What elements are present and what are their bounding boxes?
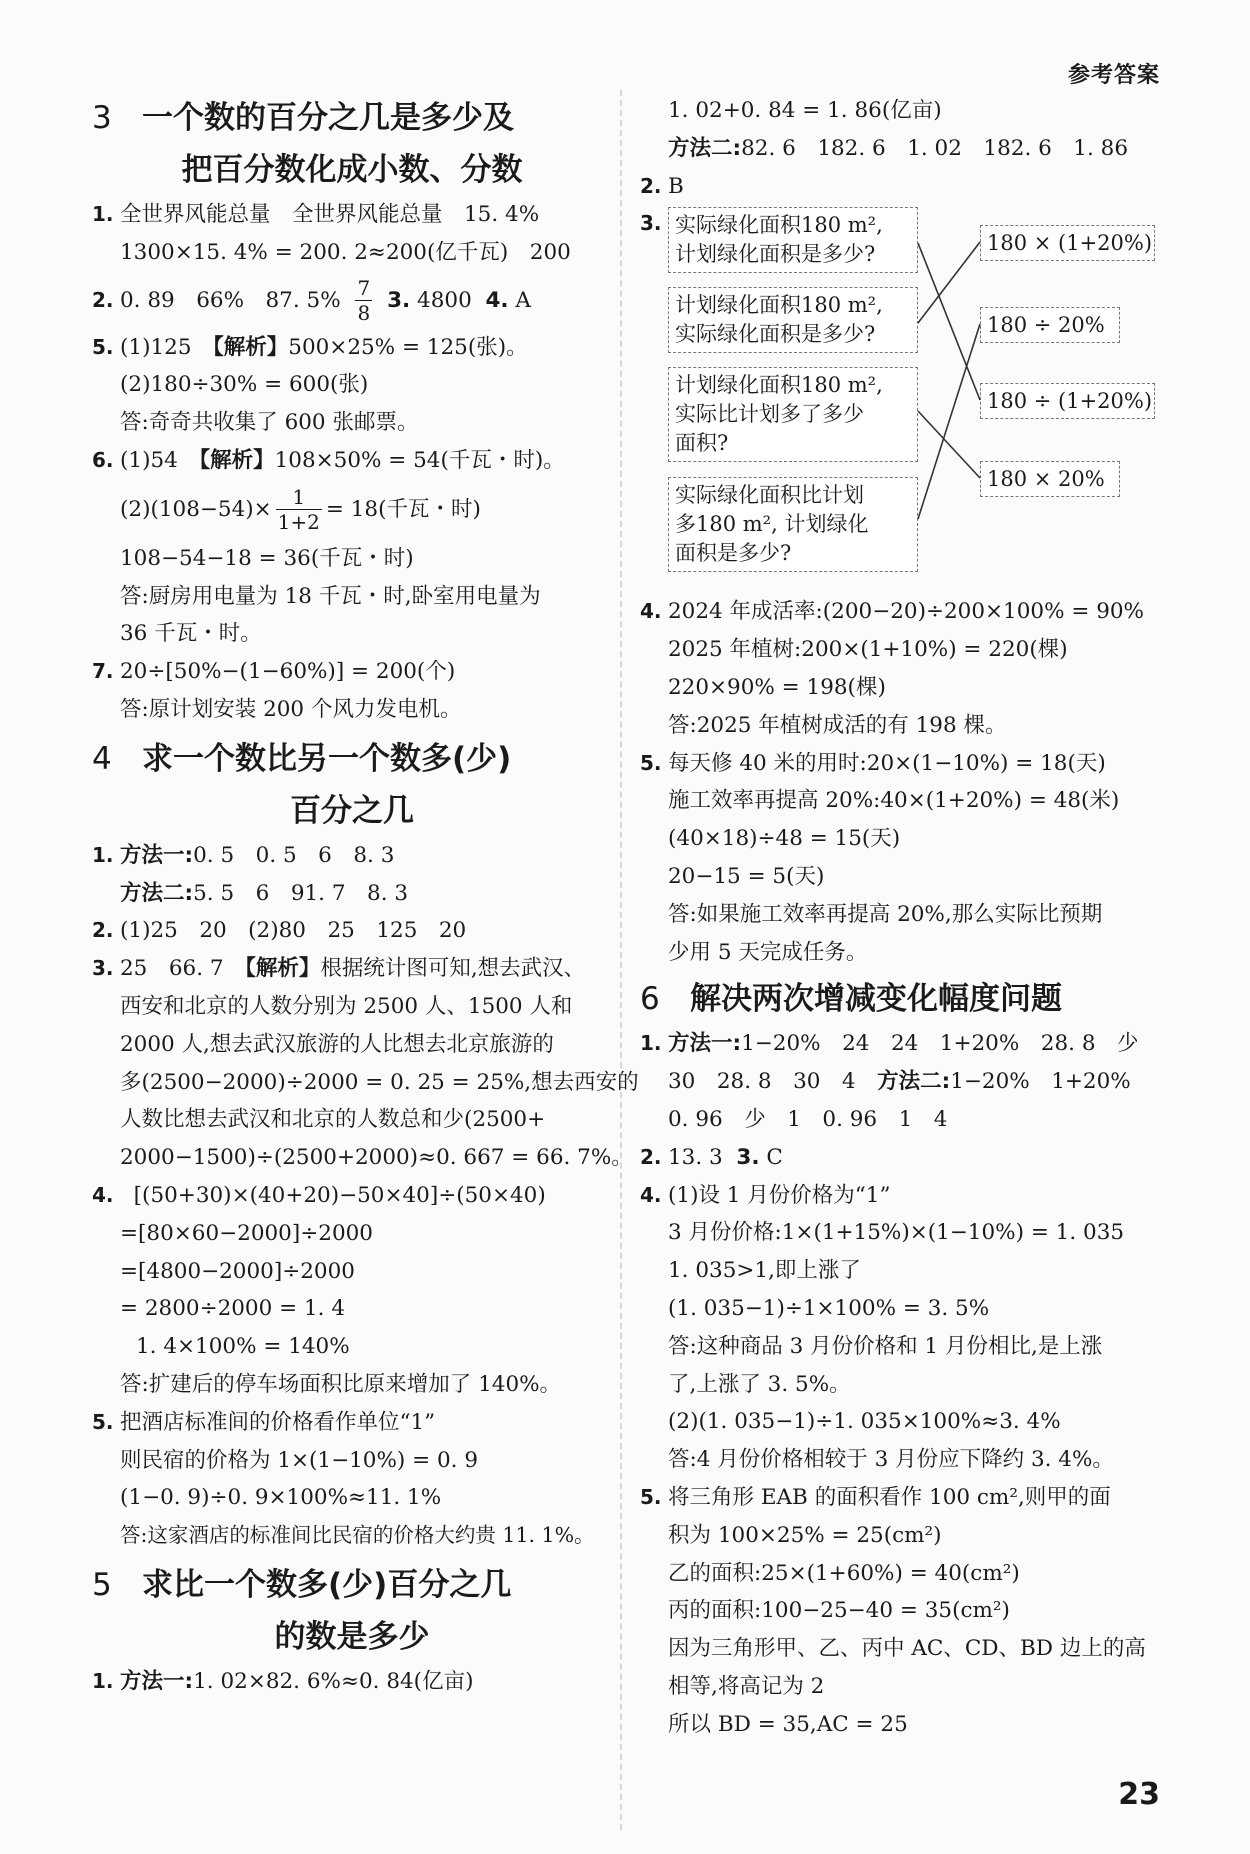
- s4-q1-line1: 1. 方法一:0. 5 0. 5 6 8. 3: [92, 842, 395, 868]
- section-5-title: 5 求比一个数多(少)百分之几: [92, 1566, 512, 1603]
- s4-q4-line5: 1. 4×100% = 140%: [136, 1334, 350, 1360]
- left-column: [92, 92, 639, 1701]
- s5-q4-line3: 220×90% = 198(棵): [668, 674, 886, 700]
- match-left-4: 实际绿化面积比计划 多180 m², 计划绿化 面积是多少?: [668, 477, 918, 572]
- match-right-4: 180 × 20%: [980, 461, 1120, 497]
- s3-q7-line1: 7. 20÷[50%−(1−60%)] = 200(个): [92, 659, 456, 685]
- s6-q4-line3: 1. 035>1,即上涨了: [668, 1258, 861, 1284]
- s6-q1-line1: 1. 方法一:1−20% 24 24 1+20% 28. 8 少: [640, 1031, 1139, 1057]
- s3-q6-line3: 108−54−18 = 36(千瓦・时): [120, 545, 414, 571]
- s4-q3-line5: 人数比想去武汉和北京的人数总和少(2500+: [120, 1107, 546, 1133]
- page-number: 23: [1118, 1777, 1160, 1812]
- s5-q1-line3: 方法二:82. 6 182. 6 1. 02 182. 6 1. 86: [668, 135, 1128, 161]
- s5-q5-line1: 5. 每天修 40 米的用时:20×(1−10%) = 18(天): [640, 750, 1106, 776]
- s6-q1-line3: 0. 96 少 1 0. 96 1 4: [668, 1106, 948, 1132]
- match-line-2: [918, 242, 980, 323]
- s4-q3-line1: 3. 25 66. 7 【解析】根据统计图可知,想去武汉、: [92, 956, 586, 982]
- match-left-1: 实际绿化面积180 m², 计划绿化面积是多少?: [668, 207, 918, 273]
- fraction-1-over-1plus2: $\frac{1}{1+2}$: [277, 485, 320, 535]
- section-4-title: 4 求一个数比另一个数多(少): [92, 740, 512, 777]
- s6-q1-line2: 30 28. 8 30 4 方法二:1−20% 1+20%: [668, 1069, 1131, 1095]
- s6-q5-line6: 相等,将高记为 2: [668, 1673, 825, 1699]
- s5-q2: 2. B: [640, 173, 684, 199]
- match-left-2: 计划绿化面积180 m², 实际绿化面积是多少?: [668, 287, 918, 353]
- s4-q3-line6: 2000−1500)÷(2500+2000)≈0. 667 = 66. 7%。: [120, 1145, 633, 1171]
- s6-q5-line2: 积为 100×25% = 25(cm²): [668, 1522, 942, 1548]
- s5-q4-line1: 4. 2024 年成活率:(200−20)÷200×100% = 90%: [640, 599, 1144, 625]
- match-right-2: 180 ÷ 20%: [980, 307, 1120, 343]
- s3-q6-line1: 6. (1)54 【解析】108×50% = 54(千瓦・时)。: [92, 447, 565, 473]
- match-line-1: [918, 243, 980, 400]
- s6-q4-line7: (2)(1. 035−1)÷1. 035×100%≈3. 4%: [668, 1409, 1061, 1435]
- s6-q4-line5: 答:这种商品 3 月份价格和 1 月份相比,是上涨: [668, 1333, 1103, 1359]
- s3-q6-line2: (2)(108−54)× $\frac{1}{1+2}$ = 18(千瓦・时): [120, 485, 481, 535]
- s6-q5-line3: 乙的面积:25×(1+60%) = 40(cm²): [668, 1560, 1020, 1586]
- s5-q5-line4: 20−15 = 5(天): [668, 863, 825, 889]
- s3-q6-line5: 36 千瓦・时。: [120, 621, 262, 647]
- s4-q4-line2: =[80×60−2000]÷2000: [120, 1220, 373, 1246]
- s4-q3-line2: 西安和北京的人数分别为 2500 人、1500 人和: [120, 993, 573, 1019]
- match-right-1: 180 × (1+20%): [980, 225, 1155, 261]
- s6-q5-line4: 丙的面积:100−25−40 = 35(cm²): [668, 1598, 1010, 1624]
- s3-q2-q4: 2. 0. 89 66% 87. 5% $\frac{7}{8}$ 3. 4800 4. A: [92, 276, 531, 326]
- right-column: 1. 02+0. 84 = 1. 86(亿亩) 方法二:82. 6 182. 6 1. 02 182. 6 1. 86 2. B 3. 实际绿化面积180 m², 计划绿化面积是多少? 计划绿化面积180 m², 实际绿化面积是多少? 计划绿化面积180 m², 实际比计划多了多少 面积? 实际绿化面积比计划 多180 m², 计划绿化 面积是多少? 180 × (1+20%) 180 ÷ 20% 180 ÷ (1+20%) 180 × 20% 4. 2024 年成活率:(200−20)÷200×100% = 90% 2025 年植树:200×(1+10%) = 220(棵) 220×90% = 198(棵) 答:2025 年植树成活的有 198 棵。 5. 每天修 40 米的用时:20×(1−10%) = 18(天) 施工效率再提高 20%:40×(1+20%) = 48(米) (40×18)÷48 = 15(天) 20−15 = 5(天) 答:如果施工效率再提高 20%,那么实际比预期 少用 5 天完成任务。 6 解决两次增减变化幅度问题 1. 方法一:1−20% 24 24 1+20% 28. 8 少 30 28. 8 30 4 方法二:1−20% 1+20% 0. 96 少 1 0. 96 1 4 2. 13. 3 3. C 4. (1)设 1 月份价格为“1” 3 月份价格:1×(1+15%)×(1−10%) = 1. 035 1. 035>1,即上涨了 (1. 035−1)÷1×100% = 3. 5% 答:这种商品 3 月份价格和 1 月份相比,是上涨 了,上涨了 3. 5%。 (2)(1. 035−1)÷1. 035×100%≈3. 4% 答:4 月份价格相较于 3 月份应下降约 3. 4%。 5. 将三角形 EAB 的面积看作 100 cm²,则甲的面 积为 100×25% = 25(cm²) 乙的面积:25×(1+60%) = 40(cm²) 丙的面积:100−25−40 = 35(cm²) 因为三角形甲、乙、丙中 AC、CD、BD 边上的高 相等,将高记为 2 所以 BD = 35,AC = 25: [640, 92, 1165, 1744]
- matching-diagram: [640, 207, 1165, 587]
- s4-q4-line4: = 2800÷2000 = 1. 4: [120, 1296, 346, 1322]
- s5-q4-line4: 答:2025 年植树成活的有 198 棵。: [668, 712, 1007, 738]
- s5-q1-line2: 1. 02+0. 84 = 1. 86(亿亩): [668, 98, 942, 123]
- s6-q5-line5: 因为三角形甲、乙、丙中 AC、CD、BD 边上的高: [668, 1636, 1146, 1662]
- s3-q1-line2: 1300×15. 4% = 200. 2≈200(亿千瓦) 200: [120, 239, 571, 265]
- s6-q5-line7: 所以 BD = 35,AC = 25: [668, 1711, 908, 1737]
- s3-q5-line3: 答:奇奇共收集了 600 张邮票。: [120, 410, 419, 436]
- match-left-3: 计划绿化面积180 m², 实际比计划多了多少 面积?: [668, 367, 918, 462]
- s4-q5-line1: 5. 把酒店标准间的价格看作单位“1”: [92, 1409, 436, 1435]
- section-3-title-line2: 把百分数化成小数、分数: [181, 152, 523, 188]
- s5-q5-line2: 施工效率再提高 20%:40×(1+20%) = 48(米): [668, 788, 1120, 814]
- s5-q5-line6: 少用 5 天完成任务。: [668, 939, 868, 965]
- s6-q4-line6: 了,上涨了 3. 5%。: [668, 1371, 851, 1397]
- section-3-title: 3 一个数的百分之几是多少及: [92, 100, 514, 136]
- section-5-title-line2: 的数是多少: [274, 1618, 430, 1655]
- s5-q1-line1: 1. 方法一:1. 02×82. 6%≈0. 84(亿亩): [92, 1668, 474, 1694]
- column-divider: [620, 90, 622, 1830]
- s3-q5-line1: 5. (1)125 【解析】500×25% = 125(张)。: [92, 334, 528, 360]
- s6-q4-line8: 答:4 月份价格相较于 3 月份应下降约 3. 4%。: [668, 1447, 1114, 1473]
- s4-q4-line6: 答:扩建后的停车场面积比原来增加了 140%。: [120, 1371, 562, 1397]
- s5-q5-line5: 答:如果施工效率再提高 20%,那么实际比预期: [668, 901, 1103, 927]
- s5-q5-line3: (40×18)÷48 = 15(天): [668, 826, 901, 852]
- s4-q4-line3: =[4800−2000]÷2000: [120, 1258, 355, 1284]
- section-4-title-line2: 百分之几: [290, 792, 414, 829]
- match-right-3: 180 ÷ (1+20%): [980, 383, 1155, 419]
- s6-q4-line4: (1. 035−1)÷1×100% = 3. 5%: [668, 1295, 990, 1321]
- s4-q2: 2. (1)25 20 (2)80 25 125 20: [92, 918, 467, 944]
- fraction-7-8: $\frac{7}{8}$: [357, 276, 371, 326]
- s6-q4-line2: 3 月份价格:1×(1+15%)×(1−10%) = 1. 035: [668, 1220, 1125, 1246]
- s4-q4-line1: 4. [(50+30)×(40+20)−50×40]÷(50×40): [92, 1182, 546, 1208]
- matching-lines: [640, 207, 1165, 587]
- section-6-title: 6 解决两次增减变化幅度问题: [640, 981, 1062, 1018]
- s3-q5-line2: (2)180÷30% = 600(张): [120, 372, 369, 398]
- s3-q6-line4: 答:厨房用电量为 18 千瓦・时,卧室用电量为: [120, 583, 541, 609]
- s6-q4-line1: 4. (1)设 1 月份价格为“1”: [640, 1182, 891, 1208]
- s4-q5-line3: (1−0. 9)÷0. 9×100%≈11. 1%: [120, 1485, 442, 1511]
- s6-q5-line1: 5. 将三角形 EAB 的面积看作 100 cm²,则甲的面: [640, 1484, 1111, 1510]
- s5-q4-line2: 2025 年植树:200×(1+10%) = 220(棵): [668, 637, 1068, 663]
- s4-q1-line2: 方法二:5. 5 6 91. 7 8. 3: [120, 880, 409, 906]
- s6-q2-q3: 2. 13. 3 3. C: [640, 1144, 783, 1170]
- s4-q5-line2: 则民宿的价格为 1×(1−10%) = 0. 9: [120, 1447, 478, 1473]
- header-tag: 参考答案: [1067, 63, 1160, 88]
- s4-q3-line3: 2000 人,想去武汉旅游的人比想去北京旅游的: [120, 1031, 554, 1057]
- s3-q1-line1: 1. 全世界风能总量 全世界风能总量 15. 4%: [92, 202, 540, 227]
- s3-q7-line2: 答:原计划安装 200 个风力发电机。: [120, 696, 462, 722]
- s4-q3-line4: 多(2500−2000)÷2000 = 0. 25 = 25%,想去西安的: [120, 1069, 639, 1095]
- s4-q5-line4: 答:这家酒店的标准间比民宿的价格大约贵 11. 1%。: [120, 1523, 595, 1548]
